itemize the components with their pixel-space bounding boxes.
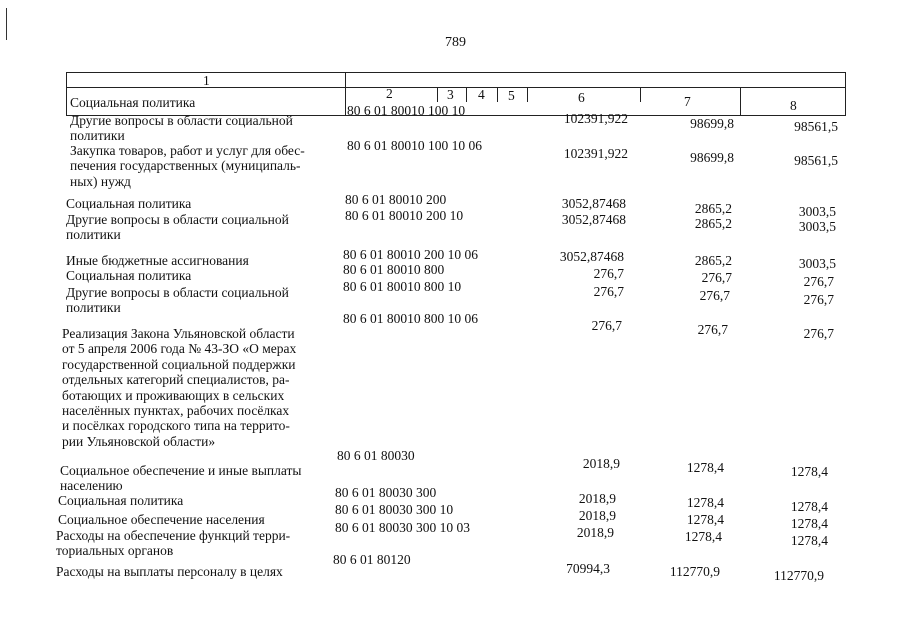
- row-value-col6: 102391,922: [563, 111, 628, 126]
- row-value-col7: 112770,9: [669, 564, 720, 579]
- row-value-col7: 2865,2: [694, 253, 732, 268]
- col-header-6: 6: [578, 90, 585, 105]
- row-code: 80 6 01 80120: [333, 552, 411, 567]
- row-value-col8: 3003,5 3003,5: [798, 204, 836, 234]
- row-value-col6: 276,7: [593, 266, 624, 281]
- page-edge-mark: [6, 8, 7, 40]
- row-value-col7: 98699,8: [690, 116, 734, 131]
- row-code: 80 6 01 80010 100 10 06: [347, 138, 482, 153]
- col-divider: [527, 87, 528, 102]
- row-value-col6: 3052,87468: [561, 212, 626, 227]
- row-code: 80 6 01 80010 800 10 06: [343, 311, 478, 326]
- row-value-col7: 2865,2 2865,2: [694, 201, 732, 231]
- row-value-col8: 276,7: [803, 274, 834, 289]
- row-value-col8: 112770,9: [773, 568, 824, 583]
- row-value-col8: 98561,5: [794, 119, 838, 134]
- col-header-1: 1: [203, 73, 210, 88]
- row-code: 80 6 01 80010 200 10: [345, 208, 464, 223]
- row-description: Социальное обеспечение и иные выплаты населению: [60, 463, 302, 494]
- row-value-col8: 1278,4: [790, 499, 828, 514]
- row-value-col6: 2018,9: [578, 508, 616, 523]
- row-description: Социальная политика: [70, 95, 196, 110]
- row-description: Иные бюджетные ассигнования: [66, 253, 249, 268]
- row-value-col6: 2018,9: [576, 525, 614, 540]
- page-number: 789: [445, 35, 466, 50]
- row-description: Социальная политика: [66, 196, 192, 211]
- row-value-col8: 1278,4: [790, 533, 828, 548]
- row-value-col6: 2018,9: [578, 491, 616, 506]
- row-description: Другие вопросы в области социальной политики: [66, 212, 289, 243]
- row-value-col7: 1278,4: [684, 529, 722, 544]
- row-value-col7: 276,7: [699, 288, 730, 303]
- col-divider: [497, 87, 498, 102]
- row-value-col8: 1278,4: [790, 464, 828, 479]
- row-description: Реализация Закона Ульяновской области от 5 апреля 2006 года № 43-ЗО «О мерах государственной социальной поддержки отдельных категорий специалистов, ра- ботающих и проживающих в сельских населённых пунктах, рабочих посёлках и посёлках городского типа на террито- рии Ульяновской области»: [62, 326, 297, 449]
- row-description: Социальная политика: [58, 493, 184, 508]
- row-value-col7: 276,7: [697, 322, 728, 337]
- col-header-8: 8: [790, 98, 797, 113]
- col-divider: [345, 72, 346, 116]
- row-value-col6: 276,7: [591, 318, 622, 333]
- col-header-3: 3: [447, 87, 454, 102]
- row-value-col7: 276,7: [701, 270, 732, 285]
- col-divider: [740, 87, 741, 116]
- row-code: 80 6 01 80030 300 10 03: [335, 520, 470, 535]
- row-value-col6: 3052,87468: [559, 249, 624, 264]
- row-value-col8: 3003,5: [798, 256, 836, 271]
- row-value-col7: 1278,4: [686, 460, 724, 475]
- col-header-7: 7: [684, 94, 691, 109]
- row-value-col6: 102391,922: [563, 146, 628, 161]
- row-value-col7: 1278,4: [686, 495, 724, 510]
- row-code: 80 6 01 80010 800: [343, 262, 445, 277]
- row-code: 80 6 01 80010 800 10: [343, 279, 462, 294]
- row-description: Закупка товаров, работ и услуг для обес- печения государственных (муниципаль- ных) нужд: [70, 143, 305, 189]
- col-header-5: 5: [508, 88, 515, 103]
- col-divider: [437, 87, 438, 102]
- header-divider: [66, 87, 846, 88]
- row-value-col6: 70994,3: [566, 561, 610, 576]
- row-value-col8: 98561,5: [794, 153, 838, 168]
- row-value-col6: 3052,87468: [561, 196, 626, 211]
- row-description: Расходы на выплаты персоналу в целях: [56, 564, 283, 579]
- row-code: 80 6 01 80010 100 10: [347, 103, 466, 118]
- row-code: 80 6 01 80030 300 10: [335, 502, 454, 517]
- col-header-4: 4: [478, 87, 485, 102]
- row-code: 80 6 01 80030: [337, 448, 415, 463]
- row-value-col8: 276,7: [803, 326, 834, 341]
- row-description: Социальное обеспечение населения: [58, 512, 265, 527]
- row-value-col6: 276,7: [593, 284, 624, 299]
- row-description: Другие вопросы в области социальной политики: [70, 113, 293, 144]
- row-value-col8: 276,7: [803, 292, 834, 307]
- row-value-col7: 1278,4: [686, 512, 724, 527]
- row-description: Другие вопросы в области социальной политики: [66, 285, 289, 316]
- row-code: 80 6 01 80010 200: [345, 192, 447, 207]
- row-description: Социальная политика: [66, 268, 192, 283]
- col-divider: [466, 87, 467, 102]
- row-code: 80 6 01 80010 200 10 06: [343, 247, 478, 262]
- row-code: 80 6 01 80030 300: [335, 485, 437, 500]
- col-divider: [640, 87, 641, 102]
- row-value-col7: 98699,8: [690, 150, 734, 165]
- col-header-2: 2: [386, 86, 393, 101]
- row-value-col6: 2018,9: [582, 456, 620, 471]
- row-value-col8: 1278,4: [790, 516, 828, 531]
- row-description: Расходы на обеспечение функций терри- ториальных органов: [56, 528, 291, 559]
